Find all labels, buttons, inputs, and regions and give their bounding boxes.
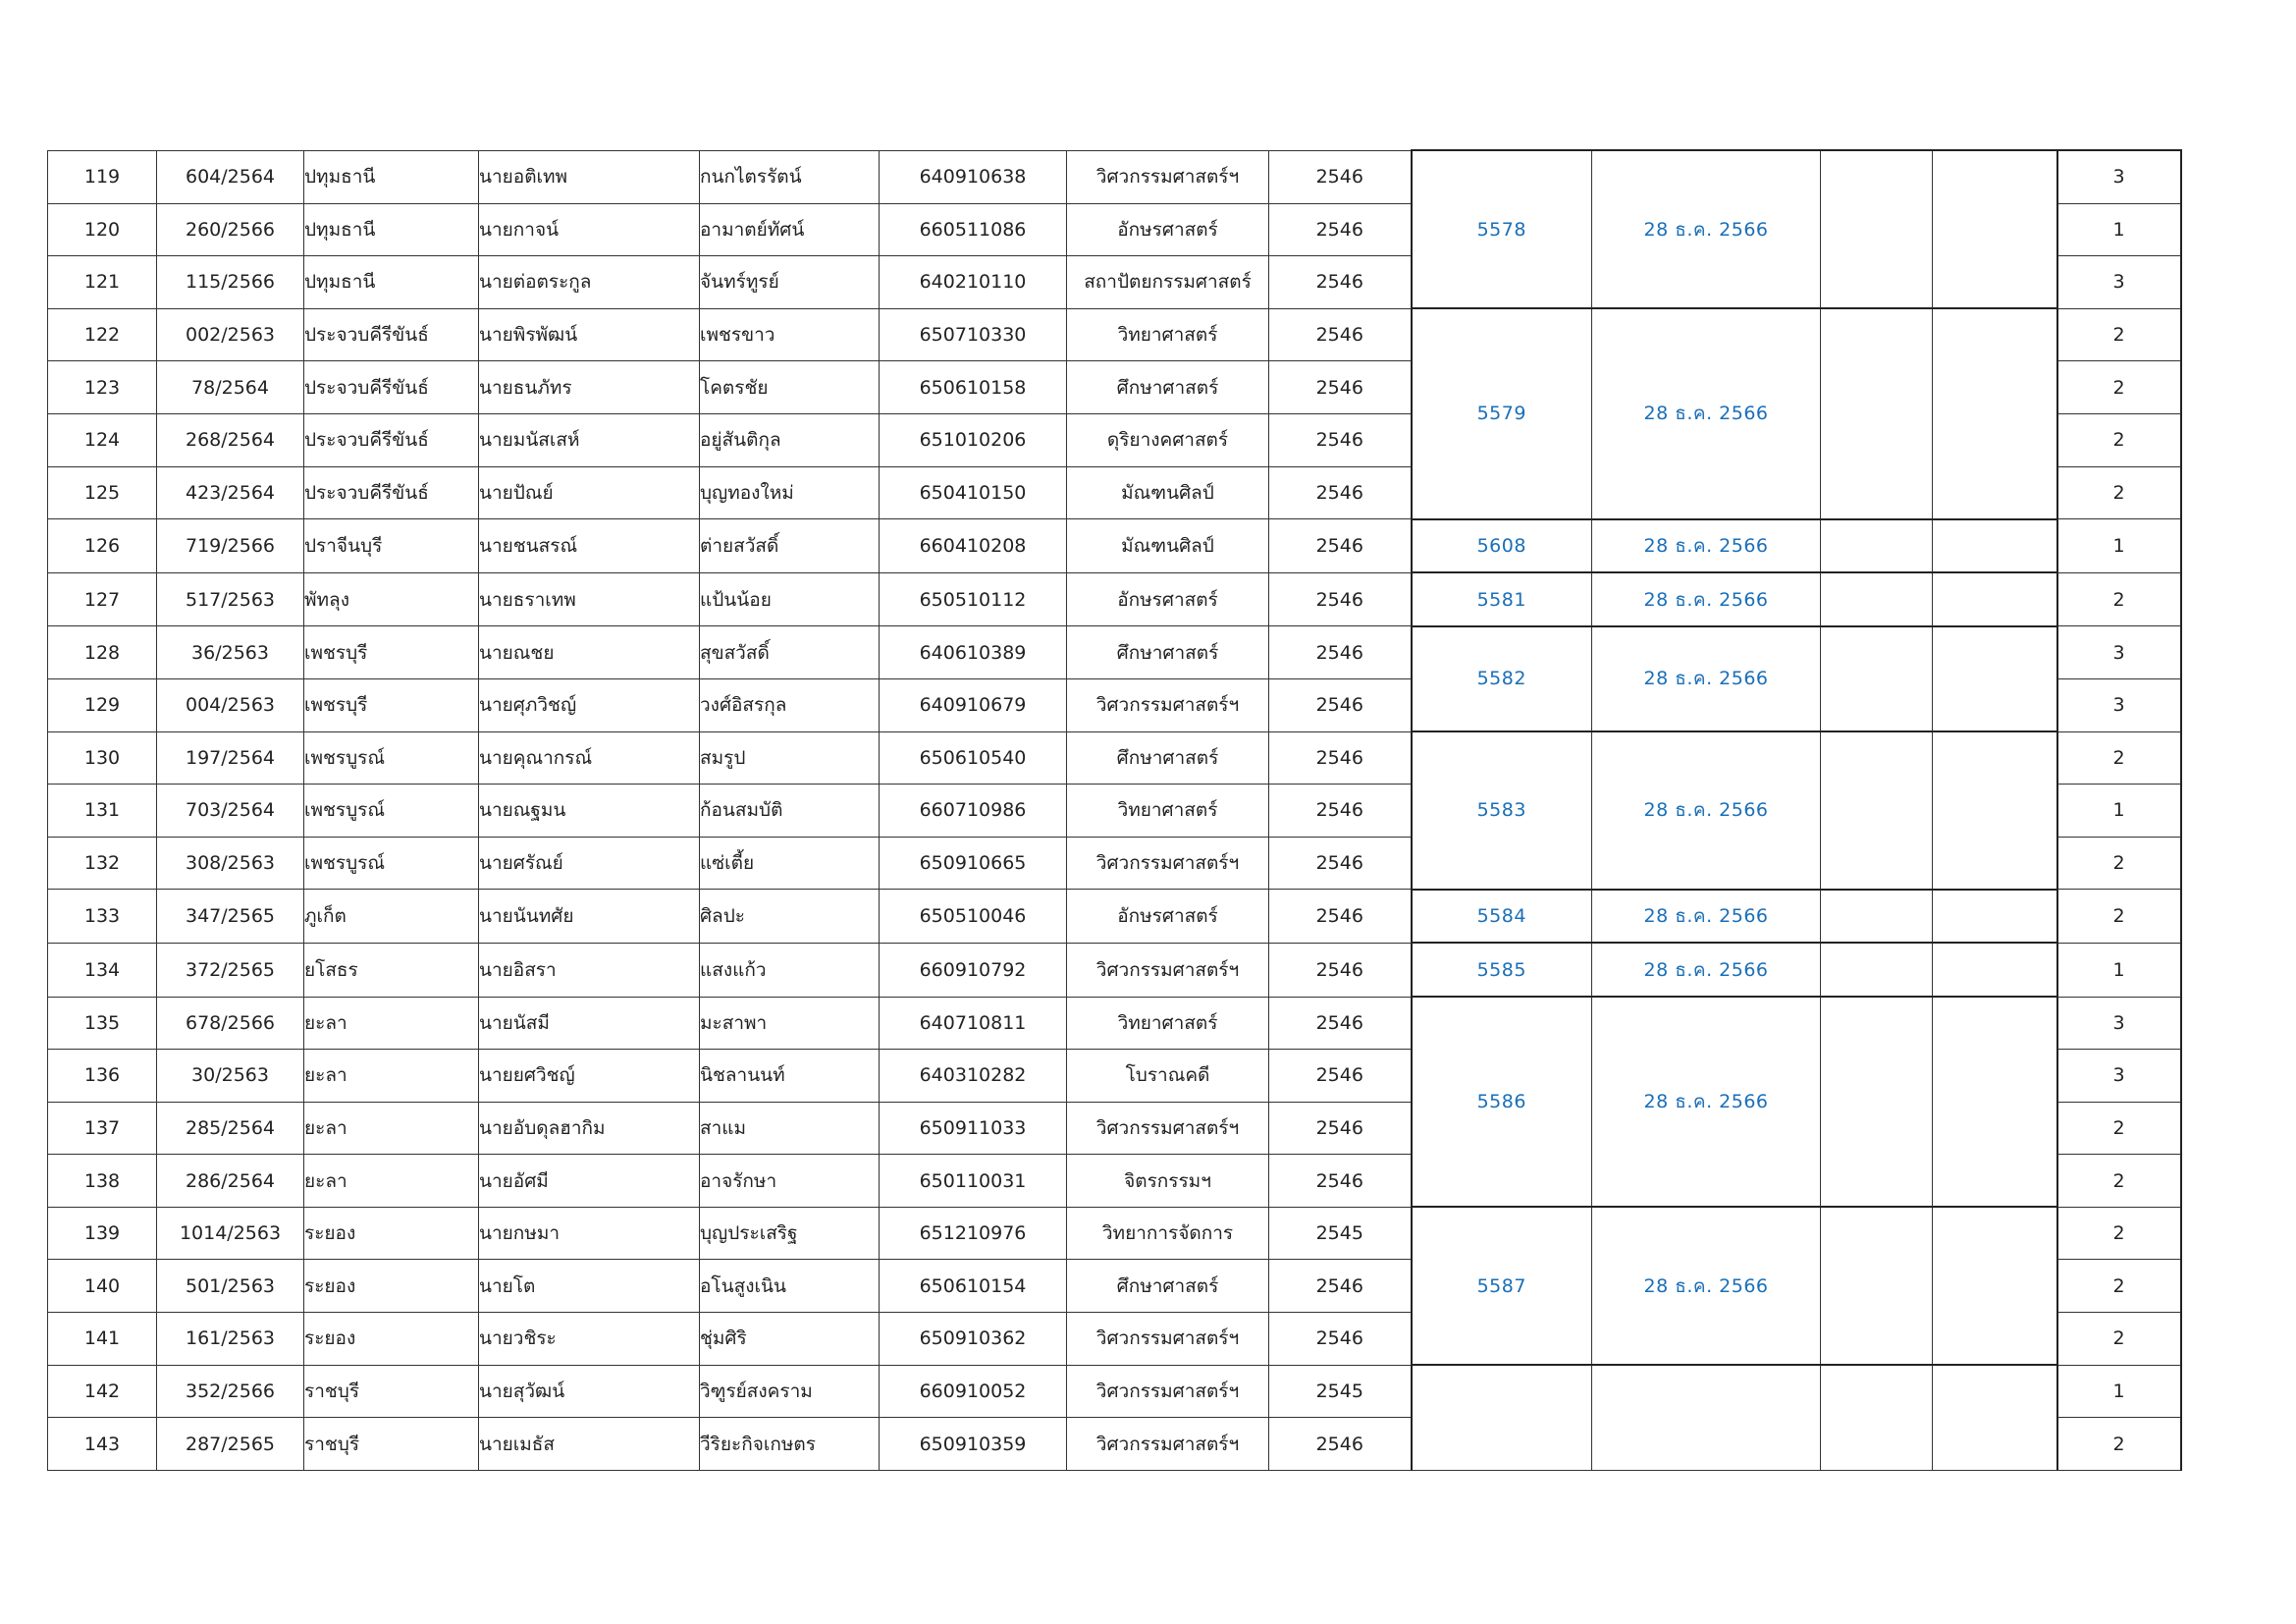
first-name-cell: นายณฐมน xyxy=(479,785,700,838)
row-number-cell: 135 xyxy=(48,997,157,1050)
birth-year-cell: 2546 xyxy=(1269,1050,1412,1103)
student-id-cell: 640210110 xyxy=(880,256,1067,309)
case-number-cell: 30/2563 xyxy=(157,1050,304,1103)
last-name-cell: กนกไตรรัตน์ xyxy=(700,150,880,203)
table-row xyxy=(48,943,2181,997)
birth-year-cell: 2546 xyxy=(1269,731,1412,785)
last-name-cell: อยู่สันติกุล xyxy=(700,413,880,466)
document-date-cell: 28 ธ.ค. 2566 xyxy=(1592,731,1821,890)
student-id-cell: 640310282 xyxy=(880,1050,1067,1103)
last-name-cell: อโนสูงเนิน xyxy=(700,1260,880,1313)
last-name-cell: แป้นน้อย xyxy=(700,572,880,626)
row-number-cell: 140 xyxy=(48,1260,157,1313)
first-name-cell: นายอัศมี xyxy=(479,1155,700,1208)
faculty-cell: ศึกษาศาสตร์ xyxy=(1067,626,1269,679)
province-cell: เพชรบุรี xyxy=(304,678,479,731)
case-number-cell: 268/2564 xyxy=(157,413,304,466)
birth-year-cell: 2546 xyxy=(1269,1155,1412,1208)
row-number-cell: 121 xyxy=(48,256,157,309)
score-cell: 2 xyxy=(2057,1418,2181,1471)
first-name-cell: นายชนสรณ์ xyxy=(479,519,700,573)
student-id-cell: 650610158 xyxy=(880,361,1067,414)
row-number-cell: 134 xyxy=(48,943,157,997)
student-id-cell: 650610540 xyxy=(880,731,1067,785)
province-cell: ยะลา xyxy=(304,1155,479,1208)
first-name-cell: นายมนัสเสห์ xyxy=(479,413,700,466)
row-number-cell: 138 xyxy=(48,1155,157,1208)
case-number-cell: 423/2564 xyxy=(157,466,304,519)
case-number-cell: 501/2563 xyxy=(157,1260,304,1313)
score-cell: 1 xyxy=(2057,785,2181,838)
birth-year-cell: 2546 xyxy=(1269,466,1412,519)
birth-year-cell: 2546 xyxy=(1269,890,1412,944)
birth-year-cell: 2545 xyxy=(1269,1207,1412,1260)
score-cell: 2 xyxy=(2057,837,2181,890)
case-number-cell: 197/2564 xyxy=(157,731,304,785)
first-name-cell: นายปัณย์ xyxy=(479,466,700,519)
faculty-cell: วิศวกรรมศาสตร์ฯ xyxy=(1067,1313,1269,1366)
first-name-cell: นายโต xyxy=(479,1260,700,1313)
blank-cell xyxy=(1821,731,1933,890)
student-id-cell: 650910665 xyxy=(880,837,1067,890)
table-row xyxy=(48,626,2181,679)
last-name-cell: นิชลานนท์ xyxy=(700,1050,880,1103)
faculty-cell: วิศวกรรมศาสตร์ฯ xyxy=(1067,150,1269,203)
table-row xyxy=(48,997,2181,1050)
document-date-cell: 28 ธ.ค. 2566 xyxy=(1592,572,1821,626)
province-cell: เพชรบุรี xyxy=(304,626,479,679)
birth-year-cell: 2546 xyxy=(1269,1313,1412,1366)
score-cell: 2 xyxy=(2057,731,2181,785)
student-id-cell: 640610389 xyxy=(880,626,1067,679)
birth-year-cell: 2546 xyxy=(1269,413,1412,466)
province-cell: เพชรบูรณ์ xyxy=(304,785,479,838)
first-name-cell: นายศุภวิชญ์ xyxy=(479,678,700,731)
blank-cell xyxy=(1933,997,2057,1207)
faculty-cell: วิทยาศาสตร์ xyxy=(1067,997,1269,1050)
faculty-cell: วิศวกรรมศาสตร์ฯ xyxy=(1067,1102,1269,1155)
document-date-cell: 28 ธ.ค. 2566 xyxy=(1592,997,1821,1207)
province-cell: ปทุมธานี xyxy=(304,256,479,309)
last-name-cell: วิฑูรย์สงคราม xyxy=(700,1365,880,1418)
province-cell: ประจวบคีรีขันธ์ xyxy=(304,361,479,414)
first-name-cell: นายกาจน์ xyxy=(479,203,700,256)
student-id-cell: 650110031 xyxy=(880,1155,1067,1208)
last-name-cell: ต่ายสวัสดิ์ xyxy=(700,519,880,573)
birth-year-cell: 2546 xyxy=(1269,150,1412,203)
blank-cell xyxy=(1933,890,2057,944)
last-name-cell: สุขสวัสดิ์ xyxy=(700,626,880,679)
faculty-cell: วิศวกรรมศาสตร์ฯ xyxy=(1067,678,1269,731)
score-cell: 2 xyxy=(2057,890,2181,944)
case-number-cell: 517/2563 xyxy=(157,572,304,626)
case-number-cell: 604/2564 xyxy=(157,150,304,203)
row-number-cell: 129 xyxy=(48,678,157,731)
last-name-cell: วงศ์อิสรกุล xyxy=(700,678,880,731)
province-cell: ยโสธร xyxy=(304,943,479,997)
birth-year-cell: 2546 xyxy=(1269,361,1412,414)
last-name-cell: สาแม xyxy=(700,1102,880,1155)
blank-cell xyxy=(1821,308,1933,518)
score-cell: 2 xyxy=(2057,1313,2181,1366)
score-cell: 2 xyxy=(2057,1260,2181,1313)
student-id-cell: 650710330 xyxy=(880,308,1067,361)
province-cell: ประจวบคีรีขันธ์ xyxy=(304,308,479,361)
document-date-cell: 28 ธ.ค. 2566 xyxy=(1592,890,1821,944)
last-name-cell: จันทร์ทูรย์ xyxy=(700,256,880,309)
first-name-cell: นายอับดุลฮากิม xyxy=(479,1102,700,1155)
case-number-cell: 678/2566 xyxy=(157,997,304,1050)
first-name-cell: นายคุณากรณ์ xyxy=(479,731,700,785)
blank-cell xyxy=(1821,519,1933,573)
blank-cell xyxy=(1933,943,2057,997)
birth-year-cell: 2546 xyxy=(1269,572,1412,626)
student-id-cell: 650910362 xyxy=(880,1313,1067,1366)
document-number-cell: 5608 xyxy=(1412,519,1592,573)
last-name-cell: วีริยะกิจเกษตร xyxy=(700,1418,880,1471)
document-number-cell: 5584 xyxy=(1412,890,1592,944)
row-number-cell: 127 xyxy=(48,572,157,626)
case-number-cell: 1014/2563 xyxy=(157,1207,304,1260)
blank-cell xyxy=(1821,997,1933,1207)
row-number-cell: 130 xyxy=(48,731,157,785)
row-number-cell: 126 xyxy=(48,519,157,573)
birth-year-cell: 2546 xyxy=(1269,785,1412,838)
last-name-cell: บุญประเสริฐ xyxy=(700,1207,880,1260)
table-row xyxy=(48,308,2181,361)
document-number-cell: 5582 xyxy=(1412,626,1592,731)
last-name-cell: โคตรชัย xyxy=(700,361,880,414)
table-row xyxy=(48,519,2181,573)
province-cell: ปราจีนบุรี xyxy=(304,519,479,573)
blank-cell xyxy=(1933,308,2057,518)
birth-year-cell: 2546 xyxy=(1269,519,1412,573)
row-number-cell: 142 xyxy=(48,1365,157,1418)
blank-cell xyxy=(1933,572,2057,626)
blank-cell xyxy=(1933,519,2057,573)
document-number-cell xyxy=(1412,1365,1592,1470)
blank-cell xyxy=(1821,626,1933,731)
blank-cell xyxy=(1933,731,2057,890)
faculty-cell: วิทยาศาสตร์ xyxy=(1067,785,1269,838)
student-id-cell: 650510112 xyxy=(880,572,1067,626)
blank-cell xyxy=(1821,890,1933,944)
birth-year-cell: 2546 xyxy=(1269,256,1412,309)
province-cell: ระยอง xyxy=(304,1207,479,1260)
student-id-cell: 640910679 xyxy=(880,678,1067,731)
score-cell: 1 xyxy=(2057,519,2181,573)
province-cell: ระยอง xyxy=(304,1260,479,1313)
faculty-cell: วิศวกรรมศาสตร์ฯ xyxy=(1067,1418,1269,1471)
birth-year-cell: 2545 xyxy=(1269,1365,1412,1418)
birth-year-cell: 2546 xyxy=(1269,1102,1412,1155)
last-name-cell: เพชรขาว xyxy=(700,308,880,361)
birth-year-cell: 2546 xyxy=(1269,678,1412,731)
student-id-cell: 651210976 xyxy=(880,1207,1067,1260)
blank-cell xyxy=(1933,626,2057,731)
student-id-cell: 650910359 xyxy=(880,1418,1067,1471)
case-number-cell: 78/2564 xyxy=(157,361,304,414)
case-number-cell: 719/2566 xyxy=(157,519,304,573)
student-id-cell: 650610154 xyxy=(880,1260,1067,1313)
last-name-cell: แซ่เตี้ย xyxy=(700,837,880,890)
province-cell: ยะลา xyxy=(304,997,479,1050)
faculty-cell: วิทยาศาสตร์ xyxy=(1067,308,1269,361)
student-id-cell: 660410208 xyxy=(880,519,1067,573)
score-cell: 3 xyxy=(2057,626,2181,679)
case-number-cell: 004/2563 xyxy=(157,678,304,731)
table-row xyxy=(48,890,2181,944)
student-id-cell: 650510046 xyxy=(880,890,1067,944)
case-number-cell: 286/2564 xyxy=(157,1155,304,1208)
score-cell: 2 xyxy=(2057,308,2181,361)
first-name-cell: นายยศวิชญ์ xyxy=(479,1050,700,1103)
case-number-cell: 308/2563 xyxy=(157,837,304,890)
roster-table xyxy=(47,149,2182,1471)
province-cell: ระยอง xyxy=(304,1313,479,1366)
faculty-cell: วิศวกรรมศาสตร์ฯ xyxy=(1067,837,1269,890)
faculty-cell: วิทยาการจัดการ xyxy=(1067,1207,1269,1260)
table-row xyxy=(48,1207,2181,1260)
last-name-cell: ชุ่มศิริ xyxy=(700,1313,880,1366)
score-cell: 2 xyxy=(2057,1102,2181,1155)
last-name-cell: สมรูป xyxy=(700,731,880,785)
first-name-cell: นายพิรพัฒน์ xyxy=(479,308,700,361)
row-number-cell: 133 xyxy=(48,890,157,944)
score-cell: 2 xyxy=(2057,361,2181,414)
row-number-cell: 136 xyxy=(48,1050,157,1103)
faculty-cell: สถาปัตยกรรมศาสตร์ xyxy=(1067,256,1269,309)
document-date-cell: 28 ธ.ค. 2566 xyxy=(1592,519,1821,573)
score-cell: 2 xyxy=(2057,1207,2181,1260)
birth-year-cell: 2546 xyxy=(1269,1260,1412,1313)
birth-year-cell: 2546 xyxy=(1269,837,1412,890)
province-cell: ราชบุรี xyxy=(304,1365,479,1418)
blank-cell xyxy=(1821,1207,1933,1365)
row-number-cell: 122 xyxy=(48,308,157,361)
last-name-cell: มะสาพา xyxy=(700,997,880,1050)
birth-year-cell: 2546 xyxy=(1269,943,1412,997)
document-date-cell: 28 ธ.ค. 2566 xyxy=(1592,943,1821,997)
province-cell: ปทุมธานี xyxy=(304,150,479,203)
blank-cell xyxy=(1933,1207,2057,1365)
birth-year-cell: 2546 xyxy=(1269,626,1412,679)
birth-year-cell: 2546 xyxy=(1269,308,1412,361)
document-number-cell: 5581 xyxy=(1412,572,1592,626)
case-number-cell: 703/2564 xyxy=(157,785,304,838)
row-number-cell: 123 xyxy=(48,361,157,414)
blank-cell xyxy=(1821,943,1933,997)
first-name-cell: นายอิสรา xyxy=(479,943,700,997)
province-cell: เพชรบูรณ์ xyxy=(304,837,479,890)
case-number-cell: 285/2564 xyxy=(157,1102,304,1155)
score-cell: 2 xyxy=(2057,413,2181,466)
last-name-cell: อาจรักษา xyxy=(700,1155,880,1208)
student-id-cell: 660910792 xyxy=(880,943,1067,997)
row-number-cell: 128 xyxy=(48,626,157,679)
document-date-cell xyxy=(1592,1365,1821,1470)
first-name-cell: นายศรัณย์ xyxy=(479,837,700,890)
case-number-cell: 287/2565 xyxy=(157,1418,304,1471)
faculty-cell: จิตรกรรมฯ xyxy=(1067,1155,1269,1208)
score-cell: 1 xyxy=(2057,943,2181,997)
first-name-cell: นายณชย xyxy=(479,626,700,679)
case-number-cell: 115/2566 xyxy=(157,256,304,309)
score-cell: 3 xyxy=(2057,997,2181,1050)
case-number-cell: 002/2563 xyxy=(157,308,304,361)
last-name-cell: ศิลปะ xyxy=(700,890,880,944)
score-cell: 3 xyxy=(2057,256,2181,309)
faculty-cell: ศึกษาศาสตร์ xyxy=(1067,1260,1269,1313)
table-row xyxy=(48,1365,2181,1418)
table-row xyxy=(48,572,2181,626)
province-cell: ปทุมธานี xyxy=(304,203,479,256)
last-name-cell: ก้อนสมบัติ xyxy=(700,785,880,838)
province-cell: ยะลา xyxy=(304,1050,479,1103)
last-name-cell: แสงแก้ว xyxy=(700,943,880,997)
score-cell: 3 xyxy=(2057,150,2181,203)
faculty-cell: อักษรศาสตร์ xyxy=(1067,572,1269,626)
first-name-cell: นายวชิระ xyxy=(479,1313,700,1366)
blank-cell xyxy=(1821,1365,1933,1470)
faculty-cell: โบราณคดี xyxy=(1067,1050,1269,1103)
faculty-cell: มัณฑนศิลป์ xyxy=(1067,466,1269,519)
case-number-cell: 352/2566 xyxy=(157,1365,304,1418)
first-name-cell: นายนันทศัย xyxy=(479,890,700,944)
roster-body xyxy=(48,150,2181,1470)
case-number-cell: 161/2563 xyxy=(157,1313,304,1366)
document-number-cell: 5587 xyxy=(1412,1207,1592,1365)
province-cell: ประจวบคีรีขันธ์ xyxy=(304,413,479,466)
faculty-cell: ศึกษาศาสตร์ xyxy=(1067,731,1269,785)
birth-year-cell: 2546 xyxy=(1269,997,1412,1050)
row-number-cell: 137 xyxy=(48,1102,157,1155)
faculty-cell: ศึกษาศาสตร์ xyxy=(1067,361,1269,414)
province-cell: ราชบุรี xyxy=(304,1418,479,1471)
student-id-cell: 660910052 xyxy=(880,1365,1067,1418)
student-id-cell: 640710811 xyxy=(880,997,1067,1050)
document-number-cell: 5583 xyxy=(1412,731,1592,890)
faculty-cell: อักษรศาสตร์ xyxy=(1067,890,1269,944)
student-id-cell: 650410150 xyxy=(880,466,1067,519)
document-date-cell: 28 ธ.ค. 2566 xyxy=(1592,626,1821,731)
row-number-cell: 141 xyxy=(48,1313,157,1366)
case-number-cell: 347/2565 xyxy=(157,890,304,944)
score-cell: 2 xyxy=(2057,1155,2181,1208)
row-number-cell: 120 xyxy=(48,203,157,256)
first-name-cell: นายธราเทพ xyxy=(479,572,700,626)
first-name-cell: นายอติเทพ xyxy=(479,150,700,203)
document-number-cell: 5585 xyxy=(1412,943,1592,997)
case-number-cell: 260/2566 xyxy=(157,203,304,256)
row-number-cell: 125 xyxy=(48,466,157,519)
row-number-cell: 132 xyxy=(48,837,157,890)
case-number-cell: 372/2565 xyxy=(157,943,304,997)
birth-year-cell: 2546 xyxy=(1269,203,1412,256)
document-date-cell: 28 ธ.ค. 2566 xyxy=(1592,1207,1821,1365)
first-name-cell: นายกษมา xyxy=(479,1207,700,1260)
score-cell: 3 xyxy=(2057,678,2181,731)
table-row xyxy=(48,731,2181,785)
table-row xyxy=(48,150,2181,203)
document-number-cell: 5586 xyxy=(1412,997,1592,1207)
faculty-cell: ดุริยางคศาสตร์ xyxy=(1067,413,1269,466)
document-date-cell: 28 ธ.ค. 2566 xyxy=(1592,150,1821,308)
document-number-cell: 5579 xyxy=(1412,308,1592,518)
blank-cell xyxy=(1933,1365,2057,1470)
last-name-cell: อามาตย์ทัศน์ xyxy=(700,203,880,256)
case-number-cell: 36/2563 xyxy=(157,626,304,679)
score-cell: 1 xyxy=(2057,203,2181,256)
province-cell: ยะลา xyxy=(304,1102,479,1155)
first-name-cell: นายนัสมี xyxy=(479,997,700,1050)
student-id-cell: 660511086 xyxy=(880,203,1067,256)
birth-year-cell: 2546 xyxy=(1269,1418,1412,1471)
score-cell: 3 xyxy=(2057,1050,2181,1103)
last-name-cell: บุญทองใหม่ xyxy=(700,466,880,519)
score-cell: 2 xyxy=(2057,572,2181,626)
blank-cell xyxy=(1821,572,1933,626)
student-id-cell: 650911033 xyxy=(880,1102,1067,1155)
document-date-cell: 28 ธ.ค. 2566 xyxy=(1592,308,1821,518)
row-number-cell: 139 xyxy=(48,1207,157,1260)
province-cell: เพชรบูรณ์ xyxy=(304,731,479,785)
first-name-cell: นายสุวัฒน์ xyxy=(479,1365,700,1418)
row-number-cell: 124 xyxy=(48,413,157,466)
document-number-cell: 5578 xyxy=(1412,150,1592,308)
row-number-cell: 119 xyxy=(48,150,157,203)
score-cell: 1 xyxy=(2057,1365,2181,1418)
row-number-cell: 143 xyxy=(48,1418,157,1471)
first-name-cell: นายต่อตระกูล xyxy=(479,256,700,309)
blank-cell xyxy=(1821,150,1933,308)
faculty-cell: อักษรศาสตร์ xyxy=(1067,203,1269,256)
row-number-cell: 131 xyxy=(48,785,157,838)
faculty-cell: วิศวกรรมศาสตร์ฯ xyxy=(1067,1365,1269,1418)
student-id-cell: 651010206 xyxy=(880,413,1067,466)
blank-cell xyxy=(1933,150,2057,308)
student-id-cell: 640910638 xyxy=(880,150,1067,203)
province-cell: พัทลุง xyxy=(304,572,479,626)
province-cell: ประจวบคีรีขันธ์ xyxy=(304,466,479,519)
student-id-cell: 660710986 xyxy=(880,785,1067,838)
first-name-cell: นายเมธัส xyxy=(479,1418,700,1471)
score-cell: 2 xyxy=(2057,466,2181,519)
faculty-cell: วิศวกรรมศาสตร์ฯ xyxy=(1067,943,1269,997)
province-cell: ภูเก็ต xyxy=(304,890,479,944)
first-name-cell: นายธนภัทร xyxy=(479,361,700,414)
faculty-cell: มัณฑนศิลป์ xyxy=(1067,519,1269,573)
